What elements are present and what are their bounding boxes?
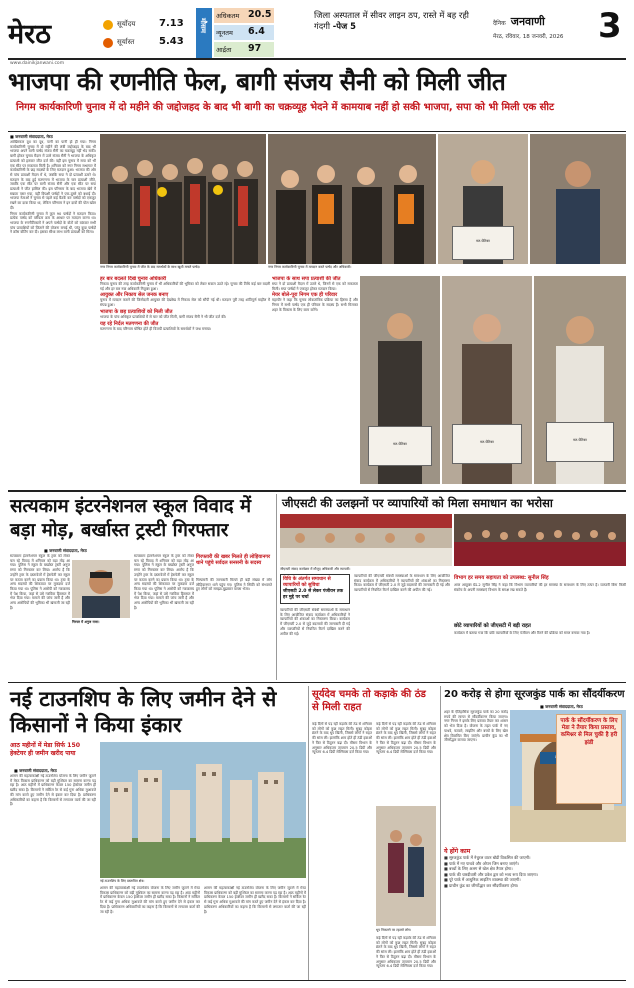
school-inset-title: गिरफ्तारी की खबर मिलते ही लोहियानगर थाने पहुंचे सर्वदल सनसनी के सदस्य <box>196 554 271 567</box>
park-body: शहर के ऐतिहासिक सूरजकुंड पार्क का 20 करोड़ रुपये की लागत से सौंदर्यीकरण किया जाएगा। नगर निगम ने इसके लिए प्रस्ताव तैयार कर शासन को भेज दिया है। योजना के तहत पार्क में नए पाथवे, फव्वारे, लाइटिंग और बच्चों के लिए खेल क्षेत्र विकसित किए जाएंगे। प्राचीन कुंड का भी जीर्णोद्धार कराया जाएगा। <box>444 710 508 743</box>
weather-row-humidity <box>214 42 274 57</box>
lead-body-p2: निगम कार्यकारिणी चुनाव में कुल 90 पार्षदों ने मतदान किया। प्रत्येक पार्षद को वरीयता क्रम के आधार पर मतदान करना था। भाजपा के रणनीतिकारों ने अपने पार्षदों के वोटों को बांटकर सभी पांच प्रत्याशियों को जिताने की योजना बनाई थी, परंतु कुछ पार्षदों ने क्रॉस वोटिंग कर दी। इसका सीधा लाभ बागी प्रत्याशी को मिला। <box>10 211 96 235</box>
township-body-2: शासन की महत्वाकांक्षी नई टाउनशिप योजना के लिए जमीन जुटाने में मेरठ विकास प्राधिकरण को बड़ी मुश्किल का सामना करना पड़ रहा है। आठ महीनों में प्राधिकरण केवल 150 हेक्टेयर जमीन ही खरीद सका है। किसानों ने सर्किल रेट से कई गुना अधिक मुआवजे की मांग करते हुए जमीन देने से इंकार कर दिया है। प्राधिकरण अधिकारियों का कहना है कि किसानों से लगातार वार्ता की जा रही है। <box>100 886 200 914</box>
cold-photo <box>376 806 436 926</box>
township-body-1: शासन की महत्वाकांक्षी नई टाउनशिप योजना के लिए जमीन जुटाने में मेरठ विकास प्राधिकरण को बड़ी मुश्किल का सामना करना पड़ रहा है। आठ महीनों में प्राधिकरण केवल 150 हेक्टेयर जमीन ही खरीद सका है। किसानों ने सर्किल रेट से कई गुना अधिक मुआवजे की मांग करते हुए जमीन देने से इंकार कर दिया है। प्राधिकरण अधिकारियों का कहना है कि किसानों से लगातार वार्ता की जा रही है। <box>10 774 96 807</box>
lead-sub-h4: यह रहे निर्दल मतगणना की जीत <box>100 320 159 327</box>
voting-photo-2 <box>530 134 626 264</box>
registration-marks-left <box>10 982 42 988</box>
crowd-illustration-2 <box>268 134 436 264</box>
township-body-3: शासन की महत्वाकांक्षी नई टाउनशिप योजना के लिए जमीन जुटाने में मेरठ विकास प्राधिकरण को बड़ी मुश्किल का सामना करना पड़ रहा है। आठ महीनों में प्राधिकरण केवल 150 हेक्टेयर जमीन ही खरीद सका है। किसानों ने सर्किल रेट से कई गुना अधिक मुआवजे की मांग करते हुए जमीन देने से इंकार कर दिया है। प्राधिकरण अधिकारियों का कहना है कि किसानों से लगातार वार्ता की जा रही है। <box>204 886 306 914</box>
weather-row-max <box>214 8 274 23</box>
gst-note2-body: कार्यक्रम में बताया गया कि छोटे व्यापारियों के लिए पंजीयन और रिटर्न की प्रक्रिया को सरल बनाया गया है। <box>454 631 591 635</box>
park-work-item: ■ पार्क की चारदीवारी और प्रवेश द्वार को भव्य रूप दिया जाएगा। <box>444 871 539 877</box>
lead-photo-2-caption: नगर निगम कार्यकारिणी चुनाव में मतदान करते पार्षद और अधिकारी। <box>268 265 352 269</box>
gst-photo-caption: जीएसटी संवाद कार्यक्रम में मौजूद अधिकारी और व्यापारी। <box>280 567 351 571</box>
vertical-rule-1 <box>276 494 277 680</box>
township-buildings-illustration <box>100 742 306 878</box>
city-name: मेरठ <box>8 19 51 50</box>
park-works-title: ये होंगे काम <box>444 848 471 855</box>
cold-body-3: कई दिनों से पड़ रही कड़ाके की ठंड से शनिवार को लोगों को कुछ राहत मिली। सुबह कोहरा छंटने के बाद धूप खिली, जिससे लोगों ने राहत की सांस ली। हालांकि शाम होते ही ठंडी हवाओं ने फिर से ठिठुरन बढ़ा दी। मौसम विभाग के अनुसार अधिकतम तापमान 20.5 डिग्री और न्यूनतम 6.4 डिग्री सेल्सियस दर्ज किया गया। <box>376 936 436 969</box>
lead-sub-h5: भाजपा के साथ सपा प्रत्याशी की जीत <box>272 276 341 282</box>
lead-byline: ■ जनवाणी संवाददाता, मेरठ <box>10 134 53 139</box>
gst-photo-1 <box>280 514 452 566</box>
lead-body <box>10 140 96 485</box>
lead-rule <box>8 131 626 132</box>
ballot-box-4: मत-पेटिका <box>546 422 614 462</box>
lead-photo-1-caption: नगर निगम कार्यकारिणी चुनाव में जीत के बाद समर्थकों के साथ खुशी मनाते पार्षद। <box>100 265 201 269</box>
park-work-item: ■ सूरजकुंड पार्क में नेचुरल वाटर बॉडी विकसित की जाएगी। <box>444 855 531 860</box>
teaser-text: जिला अस्पताल में सीवर लाइन ठप, रास्ते में बह रही गंदगी <box>314 10 469 31</box>
school-body-1: सत्यकाम इंटरनेशनल स्कूल के ट्रस्ट को लेकर चल रहे विवाद में शनिवार को बड़ा मोड़ आ गया। पुलिस ने स्कूल के बर्खास्त ट्रस्टी अनुज राणा को गिरफ्तार कर लिया। आरोप है कि उन्होंने ट्रस्ट के दस्तावेजों में हेराफेरी कर स्कूल पर कब्जा करने का प्रयास किया था। ट्रस्ट के अन्य सदस्यों की शिकायत पर मुकदमा दर्ज किया गया था। पुलिस ने आरोपी को न्यायालय में पेश किया, जहां से उसे न्यायिक हिरासत में भेज दिया गया। मामले की जांच जारी है और अन्य आरोपियों की भूमिका भी खंगाली जा रही है। <box>10 554 70 610</box>
ballot-box-2: मत-पेटिका <box>368 426 432 466</box>
weather-box <box>196 8 274 58</box>
cold-headline: सूर्यदेव चमके तो कड़ाके की ठंड से मिली राहत <box>312 689 426 713</box>
lead-deck: निगम कार्यकारिणी चुनाव में दो महीने की जद्दोजहद के बाद भी बागी का चक्रव्यूह भेदने में कामयाब नहीं हो सकी भाजपा, सपा को भी मिली एक सीट <box>16 102 555 113</box>
park-works-list <box>444 855 626 980</box>
school-inset-body: गिरफ्तारी की जानकारी मिलते ही बड़ी संख्या में लोग लोहियानगर थाने पहुंच गए। पुलिस ने स्थिति को संभालते हुए लोगों को समझा-बुझाकर वापस भेजा। <box>196 578 272 592</box>
sunrise-label: सूर्योदय <box>117 20 136 28</box>
humidity-value: 97 <box>248 43 262 54</box>
weather-tag <box>196 8 212 58</box>
gst-body-1: व्यापारियों की जीएसटी संबंधी समस्याओं के समाधान के लिए आयोजित संवाद कार्यक्रम में अधिकारियों ने व्यापारियों की शंकाओं का निस्तारण किया। कार्यक्रम में जीएसटी 2.0 से जुड़े बदलावों की जानकारी दी गई और व्यापारियों से नियमित रिटर्न दाखिल करने की अपील की गई। <box>280 608 350 636</box>
registration-marks-right <box>588 982 620 988</box>
school-body-2: सत्यकाम इंटरनेशनल स्कूल के ट्रस्ट को लेकर चल रहे विवाद में शनिवार को बड़ा मोड़ आ गया। पुलिस ने स्कूल के बर्खास्त ट्रस्टी अनुज राणा को गिरफ्तार कर लिया। आरोप है कि उन्होंने ट्रस्ट के दस्तावेजों में हेराफेरी कर स्कूल पर कब्जा करने का प्रयास किया था। ट्रस्ट के अन्य सदस्यों की शिकायत पर मुकदमा दर्ज किया गया था। पुलिस ने आरोपी को न्यायालय में पेश किया, जहां से उसे न्यायिक हिरासत में भेज दिया गया। मामले की जांच जारी है और अन्य आरोपियों की भूमिका भी खंगाली जा रही है। <box>134 554 194 610</box>
voting-photo-4 <box>442 276 532 484</box>
park-byline: ■ जनवाणी संवाददाता, मेरठ <box>540 704 583 709</box>
audience-illustration <box>454 514 626 566</box>
gst-body-2: व्यापारियों की जीएसटी संबंधी समस्याओं के समाधान के लिए आयोजित संवाद कार्यक्रम में अधिकारियों ने व्यापारियों की शंकाओं का निस्तारण किया। कार्यक्रम में जीएसटी 2.0 से जुड़े बदलावों की जानकारी दी गई और व्यापारियों से नियमित रिटर्न दाखिल करने की अपील की गई। <box>354 574 450 593</box>
min-label: न्यूनतम <box>216 29 233 37</box>
gst-note-title: विभाग हर समय सहायता को उपलब्ध: सुनील सिंह <box>454 575 549 581</box>
school-headline: सत्यकाम इंटरनेशनल स्कूल विवाद में बड़ा मोड़, बर्खास्त ट्रस्टी गिरफ्तार <box>10 496 252 541</box>
crowd-illustration <box>100 134 266 264</box>
park-work-item: ■ बच्चों के लिए अलग से खेल क्षेत्र तैयार होगा। <box>444 866 513 872</box>
humidity-label: आर्द्रता <box>216 46 232 54</box>
lead-sub-column-2 <box>272 276 358 486</box>
park-work-item: ■ पार्क में नए पाथवे और ओपन जिम बनाए जाएंगे। <box>444 860 519 866</box>
sunset-icon <box>103 38 113 48</box>
paper-name: जनवाणी <box>510 15 545 28</box>
paper-prefix: दैनिक <box>493 20 506 27</box>
school-photo-caption: गिरफ्त में अनुज राणा। <box>72 620 100 624</box>
lead-photo-2 <box>268 134 436 264</box>
lead-sub-h3: भाजपा के छह प्रत्याशियों को मिली जीत <box>100 308 173 315</box>
park-headline: 20 करोड़ से होगा सूरजकुंड पार्क का सौंदर्यीकरण <box>444 689 625 700</box>
dateline: मेरठ, रविवार, 18 जनवरी, 2026 <box>493 34 564 40</box>
lead-sub-p4: मतगणना के बाद परिणाम घोषित होते ही विजयी प्रत्याशियों के समर्थकों ने जश्न मनाया। <box>100 326 212 331</box>
gst-box <box>280 574 350 604</box>
gst-note-body: अपर आयुक्त ग्रेड-2 सुनील सिंह ने कहा कि विभाग व्यापारियों की हर समस्या के समाधान के लिए तत्पर है। व्यापारी बिना किसी संकोच के अपनी समस्याएं विभाग के समक्ष रख सकते हैं। <box>454 583 626 592</box>
township-sub: आठ महीनों में मेडा सिर्फ 150 हेक्टेयर ही जमीन खरीद पाया <box>10 742 81 757</box>
school-photo <box>72 560 130 618</box>
lead-sub-p2: चुनाव में मतदान कराने की जिम्मेदारी आयुक्त की देखरेख में निकाय सेल को सौंपी गई थी। मतदान पूरी तरह शांतिपूर्ण माहौल में संपन्न हुआ। <box>100 298 270 308</box>
cold-body-1: कई दिनों से पड़ रही कड़ाके की ठंड से शनिवार को लोगों को कुछ राहत मिली। सुबह कोहरा छंटने के बाद धूप खिली, जिससे लोगों ने राहत की सांस ली। हालांकि शाम होते ही ठंडी हवाओं ने फिर से ठिठुरन बढ़ा दी। मौसम विभाग के अनुसार अधिकतम तापमान 20.5 डिग्री और न्यूनतम 6.4 डिग्री सेल्सियस दर्ज किया गया। <box>312 722 372 755</box>
paper-brand <box>493 10 593 46</box>
township-photo <box>100 742 306 878</box>
park-work-item: ■ प्राचीन कुंड का जीर्णोद्धार कर सौंदर्यीकरण होगा। <box>444 882 519 888</box>
ballot-box-1: मत-पेटिका <box>452 226 514 260</box>
gst-note2-title: छोटे व्यापारियों को जीएसटी में बड़ी राहत <box>454 623 531 629</box>
walking-people-illustration <box>376 806 436 926</box>
voting-photo-1 <box>438 134 528 264</box>
cold-photo-caption: धूप निकलने पर टहलते लोग। <box>376 928 412 932</box>
masthead <box>0 0 634 66</box>
vertical-rule-3 <box>440 686 441 980</box>
lead-sub-h1: हर बार बदलते दिखे चुनाव अधिकारी <box>100 276 167 282</box>
front-teaser[interactable] <box>314 10 484 54</box>
voter-illustration-2 <box>530 134 626 264</box>
lead-sub-p1: निकाय चुनाव की तरह कार्यकारिणी चुनाव में भी अधिकारियों की भूमिका को लेकर सवाल उठते रहे। चुनाव की तिथि कई बार बदली गई और हर बार नया अधिकारी नियुक्त हुआ। <box>100 282 270 291</box>
sunset-label: सूर्यास्त <box>117 38 135 46</box>
page-number: 3 <box>598 6 622 46</box>
sunrise-icon <box>103 20 113 30</box>
lead-sub-h2: आयुक्त और निकाय सेल जनक बनाए <box>100 292 169 299</box>
vertical-rule-2 <box>308 686 309 980</box>
park-work-item: ■ पूरे पार्क में आधुनिक लाइटिंग व्यवस्था की जाएगी। <box>444 877 521 883</box>
gst-photo-2 <box>454 514 626 566</box>
gst-box-sub: जीएसटी 2.0 से लेकर पंजीयन तक हर मुद्दे पर चर्चा <box>283 589 344 600</box>
school-byline: ■ जनवाणी संवाददाता, मेरठ <box>44 548 87 553</box>
sunset-time: 5.43 <box>159 36 184 47</box>
teaser-page: -पेज 5 <box>332 21 356 31</box>
max-label: अधिकतम <box>216 12 240 20</box>
lead-sub-h6: मेयर बोले-पूरा निगम एक ही परिवार <box>272 292 338 299</box>
lead-sub-column-1 <box>100 276 270 486</box>
website[interactable]: www.dainikjanwani.com <box>10 61 65 66</box>
lead-sub-p6: महापौर ने कहा कि चुनाव लोकतांत्रिक प्रक्रिया का हिस्सा है और निगम में सभी पार्षद एक ही परिवार के सदस्य हैं। सभी मिलकर शहर के विकास के लिए काम करेंगे। <box>272 298 358 312</box>
gst-headline: जीएसटी की उलझनों पर व्यापारियों को मिला समाधान का भरोसा <box>282 496 553 510</box>
min-temp: 6.4 <box>248 26 265 37</box>
ballot-box-3: मत-पेटिका <box>452 424 522 464</box>
township-byline: ■ जनवाणी संवाददाता, मेरठ <box>14 768 57 773</box>
voting-photo-5 <box>534 276 626 484</box>
max-temp: 20.5 <box>248 9 272 20</box>
voting-photo-3 <box>360 276 440 484</box>
gst-box-title: विधि के अंतर्गत समाधान से व्यापारियों को सुविधा <box>283 577 331 588</box>
footer-rule <box>8 980 626 981</box>
township-photo-caption: नई टाउनशिप के लिए प्रस्तावित क्षेत्र। <box>100 879 145 883</box>
section-rule-2 <box>8 682 626 683</box>
lead-headline: भाजपा की रणनीति फेल, बागी संजय सैनी को मिली जीत <box>8 67 506 96</box>
masthead-rule <box>8 58 626 60</box>
weather-row-min <box>214 25 274 40</box>
cold-body-2: कई दिनों से पड़ रही कड़ाके की ठंड से शनिवार को लोगों को कुछ राहत मिली। सुबह कोहरा छंटने के बाद धूप खिली, जिससे लोगों ने राहत की सांस ली। हालांकि शाम होते ही ठंडी हवाओं ने फिर से ठिठुरन बढ़ा दी। मौसम विभाग के अनुसार अधिकतम तापमान 20.5 डिग्री और न्यूनतम 6.4 डिग्री सेल्सियस दर्ज किया गया। <box>376 722 436 755</box>
sun-timings <box>103 18 193 54</box>
lead-body-p1: आखिरकार दूध का दूध, पानी का पानी हो ही गया। निगम कार्यकारिणी चुनाव में दो महीने की लंबी जद्दोजहद के बाद भी भाजपा अपने बागी पार्षद संजय सैनी का चक्रव्यूह नहीं भेद सकी। बागी होकर चुनाव मैदान में उतरे संजय सैनी ने भाजपा के अधिकृत प्रत्याशी को हराकर जीत दर्ज की। वहीं इस चुनाव में सपा को भी एक सीट पर सफलता मिली है। शनिवार को नगर निगम सभागार में कार्यकारिणी के छह सदस्यों के लिए मतदान हुआ। भाजपा की ओर से पांच प्रत्याशी मैदान में थे, जबकि सपा ने दो प्रत्याशी उतारे थे। मतदान के बाद हुई मतगणना में भाजपा के चार प्रत्याशी जीते, जबकि एक सीट पर बागी संजय सैनी और एक सीट पर सपा प्रत्याशी ने जीत हासिल की। इस परिणाम के बाद भाजपा खेमे में सन्नाटा पसर गया, वहीं विपक्षी पार्षदों ने एक-दूसरे को बधाई दी। भाजपा नेताओं ने चुनाव से पहले कई बैठकें कर पार्षदों को एकजुट रखने का दावा किया था, लेकिन परिणाम ने इन दावों की पोल खोल दी। <box>10 140 96 210</box>
meeting-illustration <box>280 514 452 566</box>
township-headline: नई टाउनशिप के लिए जमीन देने से किसानों ने किया इंकार <box>10 687 277 737</box>
park-callout <box>556 714 622 804</box>
lead-sub-p3: भाजपा के पांच अधिकृत प्रत्याशियों में से चार को जीत मिली, बागी संजय सैनी ने भी जीत दर्ज की। <box>100 314 227 319</box>
weather-label: मौसम <box>199 18 207 33</box>
park-callout-text: पार्क के सौंदर्यीकरण के लिए मेडा ने तैयार किया प्रस्ताव, कमिश्नर से मिल चुकी है हरी झंडी <box>560 718 618 746</box>
section-rule-1 <box>8 490 626 492</box>
arrested-man-illustration <box>72 560 130 618</box>
lead-photo-1 <box>100 134 266 264</box>
sunrise-time: 7.13 <box>159 18 184 29</box>
lead-sub-p5: सपा ने दो प्रत्याशी मैदान में उतारे थे, जिनमें से एक को सफलता मिली। सपा पार्षदों ने एकजुट होकर मतदान किया। <box>272 282 358 291</box>
